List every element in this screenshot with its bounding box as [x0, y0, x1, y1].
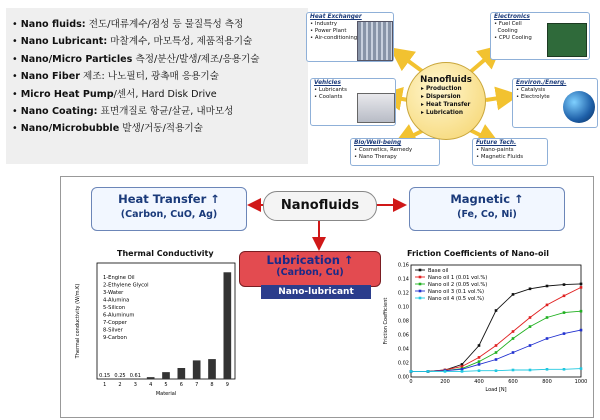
- material-legend-entry: 5-Silicon: [103, 305, 126, 311]
- x-axis-label: Load [N]: [485, 387, 507, 393]
- y-tick-label: 0.00: [397, 374, 409, 381]
- y-tick-label: 0.08: [397, 318, 409, 325]
- x-tick-label: 4: [149, 382, 153, 388]
- bar: [162, 372, 170, 379]
- bullet-item: • Nano Lubricant: 마찰계수, 마모특성, 제품적용기술: [12, 36, 253, 48]
- data-point: [427, 370, 430, 373]
- mind-map-electronics: Electronics • Fuel Cell Cooling • CPU Cooling: [490, 12, 590, 60]
- nanofluid-concept-figure: [60, 176, 594, 418]
- bullet-item: • Nano fluids: 전도/대류계수/점성 등 물질특성 측정: [12, 19, 244, 30]
- circuit-board-image: [547, 23, 587, 57]
- x-tick-label: 0: [409, 379, 413, 385]
- legend-marker: [419, 290, 422, 293]
- x-tick-label: 400: [474, 379, 484, 385]
- data-point: [529, 344, 532, 347]
- x-tick-label: 7: [195, 382, 199, 388]
- bar: [178, 368, 186, 379]
- globe-image: [563, 91, 595, 123]
- data-label: 0.15: [99, 372, 111, 379]
- data-point: [563, 311, 566, 314]
- data-point: [563, 283, 566, 286]
- lubrication-box: Lubrication ↑ (Carbon, Cu): [239, 251, 381, 287]
- nano-lubricant-banner: Nano-lubricant: [261, 285, 371, 299]
- data-point: [512, 337, 515, 340]
- nanofluids-center-label: Nanofluids: [263, 191, 377, 221]
- legend-entry: Nano oil 1 (0.01 vol.%): [428, 274, 488, 281]
- bar: [147, 377, 155, 379]
- data-point: [478, 369, 481, 372]
- data-point: [546, 304, 549, 307]
- legend-marker: [419, 283, 422, 286]
- data-point: [410, 370, 413, 373]
- material-legend-entry: 6-Aluminum: [103, 312, 135, 319]
- bar: [193, 360, 201, 379]
- bullet-item: • Nano Coating: 표면개질로 항균/살균, 내마모성: [12, 106, 234, 118]
- data-point: [478, 363, 481, 366]
- data-point: [563, 368, 566, 371]
- material-legend-entry: 9-Carbon: [103, 335, 127, 341]
- heat-transfer-box: Heat Transfer ↑ (Carbon, CuO, Ag): [91, 187, 247, 231]
- friction-coefficient-chart: [379, 259, 589, 409]
- material-legend-entry: 1-Engine Oil: [103, 275, 135, 281]
- x-tick-label: 5: [164, 382, 168, 388]
- x-axis-label: Material: [155, 391, 177, 397]
- data-point: [546, 368, 549, 371]
- data-point: [580, 310, 583, 313]
- data-point: [461, 370, 464, 373]
- data-point: [444, 370, 447, 373]
- data-point: [529, 325, 532, 328]
- magnetic-box: Magnetic ↑ (Fe, Co, Ni): [409, 187, 565, 231]
- data-point: [563, 332, 566, 335]
- legend-marker: [419, 269, 422, 272]
- y-tick-label: 0.16: [397, 262, 409, 269]
- data-point: [529, 316, 532, 319]
- legend-marker: [419, 297, 422, 300]
- data-point: [478, 344, 481, 347]
- application-mind-map: [300, 0, 600, 168]
- series-line: [411, 330, 581, 371]
- data-point: [546, 316, 549, 319]
- data-point: [563, 295, 566, 298]
- y-axis-label: Thermal conductivity (W/m.K): [75, 283, 81, 359]
- mind-map-future-tech: Future Tech. • Nano-paints • Magnetic Fluids: [472, 138, 548, 166]
- data-point: [495, 344, 498, 347]
- data-point: [529, 288, 532, 291]
- material-legend-entry: 3-Water: [103, 290, 124, 296]
- data-point: [512, 369, 515, 372]
- data-point: [580, 286, 583, 289]
- data-point: [495, 358, 498, 361]
- mind-map-center: Nanofluids ▸ Production ▸ Dispersion ▸ Heat Transfer ▸ Lubrication: [406, 62, 486, 140]
- data-label: 0.25: [114, 372, 126, 379]
- data-label: 0.61: [129, 372, 141, 379]
- y-tick-label: 0.06: [397, 332, 409, 339]
- friction-chart-title: Friction Coefficients of Nano-oil: [407, 249, 549, 258]
- material-legend-entry: 2-Ethylene Glycol: [103, 282, 149, 289]
- bullet-item: • Nano Fiber 제조: 나노필터, 광촉매 응용기술: [12, 71, 219, 83]
- bullet-item: • Nano/Micro Particles 측정/분산/발생/제조/응용기술: [12, 53, 260, 65]
- x-tick-label: 1000: [574, 379, 588, 385]
- mind-map-vehicles: Vehicles • Lubricants • Coolants: [310, 78, 396, 126]
- y-tick-label: 0.10: [397, 304, 409, 311]
- data-point: [512, 351, 515, 354]
- data-point: [580, 329, 583, 332]
- data-point: [478, 356, 481, 359]
- data-point: [495, 369, 498, 372]
- data-point: [580, 367, 583, 370]
- x-tick-label: 3: [133, 382, 137, 388]
- x-tick-label: 800: [542, 379, 552, 385]
- feature-bullet-list: [6, 8, 308, 164]
- data-point: [546, 285, 549, 288]
- x-tick-label: 1: [103, 382, 107, 388]
- data-point: [529, 369, 532, 372]
- mind-map-bio: Bio/Well-being • Cosmetics, Remedy • Nano Therapy: [350, 138, 440, 166]
- data-point: [512, 330, 515, 333]
- bullet-item: • Micro Heat Pump/센서, Hard Disk Drive: [12, 88, 217, 100]
- legend-marker: [419, 276, 422, 279]
- mind-map-environment: Environ./Energ. • Catalysis • Electrolyte: [512, 78, 598, 128]
- legend-entry: Nano oil 2 (0.05 vol.%): [428, 281, 488, 288]
- data-point: [495, 351, 498, 354]
- x-tick-label: 9: [225, 382, 229, 388]
- truck-image: [357, 93, 395, 123]
- y-tick-label: 0.14: [397, 276, 409, 283]
- data-point: [512, 293, 515, 296]
- y-tick-label: 0.04: [397, 346, 409, 353]
- x-tick-label: 600: [508, 379, 518, 385]
- series-line: [411, 311, 581, 371]
- legend-entry: Nano oil 3 (0.1 vol.%): [428, 288, 485, 295]
- legend-entry: Base oil: [428, 267, 449, 274]
- data-point: [580, 283, 583, 286]
- bar: [208, 359, 216, 379]
- bar: [224, 272, 232, 379]
- data-point: [546, 337, 549, 340]
- x-tick-label: 2: [118, 382, 122, 388]
- x-tick-label: 8: [210, 382, 214, 388]
- thermal-chart-title: Thermal Conductivity: [117, 249, 214, 258]
- x-tick-label: 6: [179, 382, 183, 388]
- bullet-item: • Nano/Microbubble 발생/거동/적용기술: [12, 123, 203, 135]
- x-tick-label: 200: [440, 379, 450, 385]
- y-axis-label: Friction Coefficient: [383, 297, 389, 345]
- mind-map-heat-exchanger: Heat Exchanger • Industry • Power Plant • Air-conditioning: [306, 12, 394, 62]
- data-point: [478, 360, 481, 363]
- data-point: [495, 309, 498, 312]
- thermal-conductivity-chart: [71, 259, 241, 409]
- y-tick-label: 0.02: [397, 360, 409, 367]
- heat-exchanger-image: [357, 21, 393, 61]
- material-legend-entry: 4-Alumina: [103, 297, 130, 304]
- material-legend-entry: 7-Copper: [103, 320, 127, 326]
- material-legend-entry: 8-Silver: [103, 327, 123, 334]
- y-tick-label: 0.12: [397, 290, 409, 297]
- legend-entry: Nano oil 4 (0.5 vol.%): [428, 295, 485, 302]
